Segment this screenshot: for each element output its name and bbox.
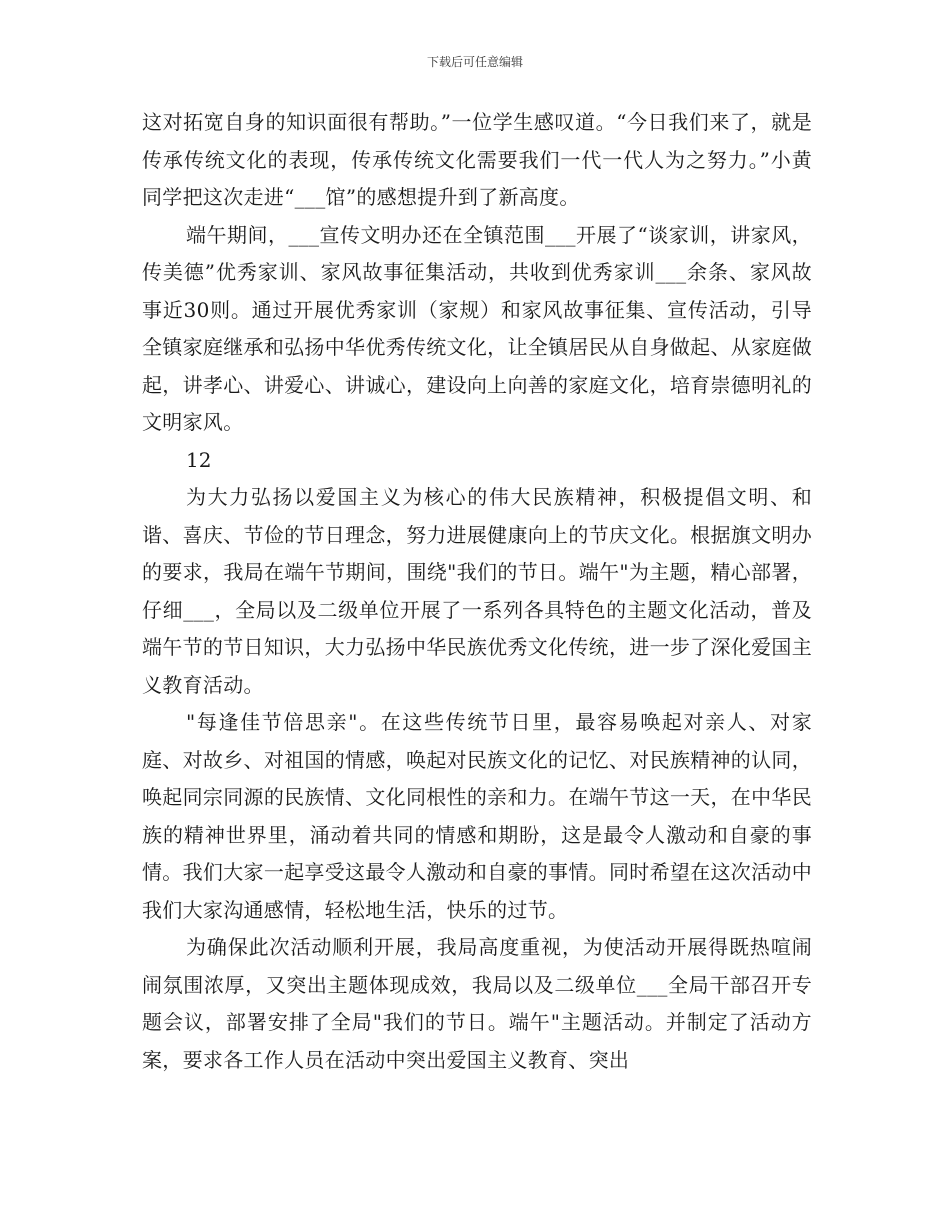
paragraph-organization: 为确保此次活动顺利开展，我局高度重视，为使活动开展得既热喧闹闹氛围浓厚，又突出主题体现成效，我局以及二级单位___全局干部召开专题会议，部署安排了全局"我们的节日。端午"主题活动。并制定了活动方案，要求各工作人员在活动中突出爱国主义教育、突出 <box>142 935 812 1072</box>
paragraph-family-motto: 端午期间，___宣传文明办还在全镇范围___开展了“谈家训，讲家风，传美德”优秀家训、家风故事征集活动，共收到优秀家训___余条、家风故事近30则。通过开展优秀家训（家规）和家风故事征集、宣传活动，引导全镇家庭继承和弘扬中华优秀传统文化，让全镇居民从自身做起、从家庭做起，讲孝心、讲爱心、讲诚心，建设向上向善的家庭文化，培育崇德明礼的文明家风。 <box>142 222 812 434</box>
paragraph-continuation: 这对拓宽自身的知识面很有帮助。”一位学生感叹道。“今日我们来了，就是传承传统文化的表现，传承传统文化需要我们一代一代人为之努力。”小黄同学把这次走进“___馆”的感想提升到了新高度。 <box>142 110 812 209</box>
document-body <box>142 104 812 1079</box>
paragraph-festival-feelings: "每逢佳节倍思亲"。在这些传统节日里，最容易唤起对亲人、对家庭、对故乡、对祖国的情感，唤起对民族文化的记忆、对民族精神的认同，唤起同宗同源的民族情、文化同根性的亲和力。在端午节这一天，在中华民族的精神世界里，涌动着共同的情感和期盼，这是最令人激动和自豪的事情。我们大家一起享受这最令人激动和自豪的事情。同时希望在这次活动中我们大家沟通感情，轻松地生活，快乐的过节。 <box>142 710 812 922</box>
page-header: 下载后可任意编辑 <box>426 55 523 69</box>
section-number: 12 <box>186 447 212 472</box>
paragraph-intro: 为大力弘扬以爱国主义为核心的伟大民族精神，积极提倡文明、和谐、喜庆、节俭的节日理念，努力进展健康向上的节庆文化。根据旗文明办的要求，我局在端午节期间，围绕"我们的节日。端午"为主题，精心部署，仔细___，全局以及二级单位开展了一系列各具特色的主题文化活动，普及端午节的节日知识，大力弘扬中华民族优秀文化传统，进一步了深化爱国主义教育活动。 <box>142 485 812 697</box>
